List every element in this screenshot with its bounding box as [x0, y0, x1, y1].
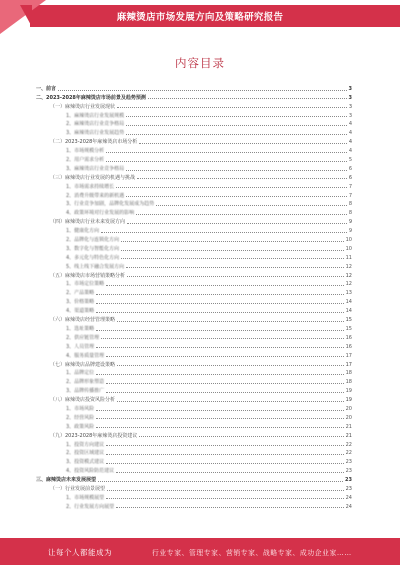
toc-entry-page: 14: [345, 308, 352, 315]
toc-entry-page: 19: [345, 397, 352, 404]
toc-entry-page: 23: [345, 485, 352, 492]
toc-dot-leader: [121, 258, 343, 259]
toc-entry-page: 7: [348, 183, 352, 190]
toc-dot-leader: [98, 481, 343, 482]
toc-entry[interactable]: [36, 145, 352, 154]
toc-entry-label: 4、渠道策略: [66, 308, 95, 315]
toc-entry-page: 23: [345, 468, 352, 475]
toc-dot-leader: [96, 303, 343, 304]
toc-entry[interactable]: [36, 350, 352, 359]
toc-entry[interactable]: [36, 163, 352, 172]
toc-entry-page: 18: [345, 379, 352, 386]
toc-entry-label: 1、市场风险: [66, 405, 95, 412]
toc-entry-page: 24: [345, 494, 352, 501]
toc-dot-leader: [106, 454, 343, 455]
toc-entry-page: 9: [348, 219, 352, 226]
toc-entry[interactable]: [36, 172, 352, 181]
toc-entry[interactable]: [36, 234, 352, 243]
toc-dot-leader: [136, 214, 347, 215]
toc-entry-page: 8: [348, 210, 352, 217]
toc-entry[interactable]: [36, 190, 352, 199]
toc-entry-page: 13: [345, 290, 352, 297]
toc-entry-page: 6: [348, 165, 352, 172]
toc-entry-page: 22: [345, 441, 352, 448]
toc-entry-label: 3、人员管理: [66, 343, 95, 350]
toc-entry-page: 21: [345, 423, 352, 430]
toc-dot-leader: [96, 427, 343, 428]
toc-entry-page: 12: [345, 263, 352, 270]
toc-entry-label: 1、选址策略: [66, 325, 95, 332]
toc-entry-page: 3: [348, 85, 352, 92]
toc-dot-leader: [117, 107, 347, 108]
footer-slogan: 让每个人都能成为: [48, 548, 112, 557]
toc-entry[interactable]: [36, 243, 352, 252]
toc-entry-page: 5: [348, 157, 352, 164]
toc-entry[interactable]: [36, 412, 352, 421]
toc-heading: 内容目录: [175, 56, 225, 70]
toc-entry-page: 4: [348, 148, 352, 155]
toc-dot-leader: [106, 161, 347, 162]
toc-entry[interactable]: [36, 110, 352, 119]
toc-entry-label: 3、麻辣烫店行业竞争格局: [66, 165, 125, 172]
toc-dot-leader: [126, 125, 347, 126]
footer-tagline: 行业专家、管理专家、营销专家、战略专家、成功企业家……: [152, 549, 352, 557]
toc-entry-label: 3、品牌传播推广: [66, 388, 105, 395]
toc-entry-label: （一）麻辣烫店行业发展现状: [50, 103, 116, 110]
toc-entry-label: 4、政策环境对行业发展的影响: [66, 210, 135, 217]
toc-entry[interactable]: [36, 323, 352, 332]
toc-entry[interactable]: [36, 181, 352, 190]
toc-entry-label: 4、多元化与特色化方向: [66, 254, 120, 261]
toc-entry-page: 4: [348, 121, 352, 128]
toc-entry-page: 19: [345, 388, 352, 395]
toc-entry-page: 16: [345, 334, 352, 341]
header-banner: [0, 0, 400, 34]
toc-entry[interactable]: [36, 439, 352, 448]
toc-dot-leader: [126, 170, 347, 171]
toc-entry[interactable]: [36, 421, 352, 430]
toc-entry[interactable]: [36, 385, 352, 394]
table-of-contents: [36, 83, 352, 510]
toc-entry-page: 8: [348, 201, 352, 208]
toc-entry-page: 20: [345, 405, 352, 412]
toc-dot-leader: [121, 250, 343, 251]
toc-entry[interactable]: [36, 501, 352, 510]
toc-dot-leader: [127, 223, 347, 224]
report-title: 麻辣烫店市场发展方向及策略研究报告: [116, 12, 284, 23]
toc-dot-leader: [121, 241, 343, 242]
toc-entry-label: 3、价格策略: [66, 299, 95, 306]
toc-entry-page: 22: [345, 450, 352, 457]
toc-dot-leader: [127, 276, 344, 277]
toc-dot-leader: [106, 285, 343, 286]
toc-entry-page: 4: [348, 130, 352, 137]
toc-dot-leader: [101, 232, 347, 233]
toc-dot-leader: [96, 418, 343, 419]
toc-dot-leader: [126, 267, 343, 268]
toc-entry[interactable]: [36, 154, 352, 163]
toc-dot-leader: [106, 356, 343, 357]
toc-entry-page: 15: [345, 325, 352, 332]
toc-entry-page: 23: [345, 477, 352, 484]
toc-entry[interactable]: [36, 287, 352, 296]
toc-dot-leader: [116, 187, 347, 188]
toc-entry-label: 1、市场定位策略: [66, 281, 105, 288]
toc-entry[interactable]: [36, 456, 352, 465]
toc-entry[interactable]: [36, 279, 352, 288]
toc-entry[interactable]: [36, 270, 352, 279]
toc-entry-label: 3、政策风险: [66, 423, 95, 430]
toc-entry-page: 18: [345, 370, 352, 377]
toc-entry[interactable]: [36, 207, 352, 216]
toc-entry-label: 2、投资区域建议: [66, 450, 105, 457]
toc-entry[interactable]: [36, 492, 352, 501]
toc-entry-label: 3、行业竞争加剧，品牌化发展成为趋势: [66, 201, 155, 208]
toc-entry-label: 2、品牌形象塑造: [66, 379, 105, 386]
toc-entry[interactable]: [36, 216, 352, 225]
toc-entry[interactable]: [36, 305, 352, 314]
toc-entry-label: 1、投资方向建议: [66, 441, 105, 448]
toc-entry-label: 4、服务质量管理: [66, 352, 105, 359]
toc-dot-leader: [101, 338, 343, 339]
toc-entry[interactable]: [36, 252, 352, 261]
toc-entry-page: 10: [345, 245, 352, 252]
toc-entry-page: 3: [348, 112, 352, 119]
toc-dot-leader: [96, 410, 343, 411]
toc-dot-leader: [96, 347, 343, 348]
toc-dot-leader: [107, 490, 344, 491]
toc-entry-label: 3、麻辣烫店行业发展趋势: [66, 130, 125, 137]
toc-entry-label: 2、品牌化与连锁化方向: [66, 237, 120, 244]
toc-entry-page: 10: [345, 237, 352, 244]
toc-entry-label: （八）麻辣烫店投资风险分析: [50, 397, 116, 404]
toc-entry-page: 20: [345, 414, 352, 421]
toc-entry-label: 三、麻辣烫店未来发展展望: [36, 477, 97, 484]
toc-entry[interactable]: [36, 92, 352, 101]
toc-entry-label: 5、线上线下融合发展方向: [66, 263, 125, 270]
toc-entry-page: 7: [348, 192, 352, 199]
toc-entry[interactable]: [36, 101, 352, 110]
toc-entry-label: 2、产品策略: [66, 290, 95, 297]
toc-dot-leader: [106, 445, 343, 446]
footer-banner: [0, 538, 400, 565]
toc-dot-leader: [137, 178, 347, 179]
toc-entry-label: （六）麻辣烫店经营管理策略: [50, 317, 116, 324]
toc-entry-label: （一）行业发展前景展望: [50, 485, 106, 492]
toc-entry-label: 2、经营风险: [66, 414, 95, 421]
toc-entry[interactable]: [36, 332, 352, 341]
toc-entry[interactable]: [36, 261, 352, 270]
toc-entry-label: 一、前言: [36, 85, 57, 92]
toc-entry-page: 11: [345, 254, 352, 261]
toc-entry-page: 24: [345, 503, 352, 510]
toc-dot-leader: [126, 116, 347, 117]
toc-entry-label: 1、市场需求持续增长: [66, 183, 115, 190]
toc-entry[interactable]: [36, 394, 352, 403]
toc-dot-leader: [58, 90, 347, 91]
toc-entry-page: 17: [345, 352, 352, 359]
toc-entry[interactable]: [36, 199, 352, 208]
toc-entry[interactable]: [36, 296, 352, 305]
toc-dot-leader: [106, 498, 343, 499]
toc-entry-page: 3: [348, 103, 352, 110]
toc-entry-page: 3: [348, 94, 352, 101]
toc-entry-label: 1、市场规模展望: [66, 494, 105, 501]
toc-dot-leader: [116, 507, 343, 508]
toc-entry-page: 6: [348, 174, 352, 181]
toc-entry-label: 2、供应链管理: [66, 334, 100, 341]
toc-entry[interactable]: [36, 119, 352, 128]
toc-entry[interactable]: [36, 376, 352, 385]
toc-entry-label: 3、投资模式建议: [66, 459, 105, 466]
toc-entry-page: 23: [345, 459, 352, 466]
toc-entry-page: 15: [345, 317, 352, 324]
toc-dot-leader: [106, 392, 343, 393]
toc-dot-leader: [117, 365, 344, 366]
toc-entry-label: （七）麻辣烫店品牌建设策略: [50, 361, 116, 368]
toc-dot-leader: [116, 472, 343, 473]
toc-entry[interactable]: [36, 225, 352, 234]
toc-entry-label: 2、行业发展方向展望: [66, 503, 115, 510]
toc-entry-page: 12: [345, 281, 352, 288]
toc-entry-label: 2、用户需求分析: [66, 157, 105, 164]
toc-entry[interactable]: [36, 314, 352, 323]
toc-entry-page: 12: [345, 272, 352, 279]
toc-entry[interactable]: [36, 341, 352, 350]
toc-dot-leader: [126, 134, 347, 135]
toc-dot-leader: [148, 98, 347, 99]
toc-entry-page: 17: [345, 361, 352, 368]
toc-entry[interactable]: [36, 127, 352, 136]
toc-dot-leader: [117, 401, 344, 402]
toc-entry-label: 4、投资风险防范建议: [66, 468, 115, 475]
toc-entry[interactable]: [36, 430, 352, 439]
toc-dot-leader: [139, 436, 343, 437]
toc-entry-page: 14: [345, 299, 352, 306]
toc-entry-page: 9: [348, 228, 352, 235]
toc-entry[interactable]: [36, 368, 352, 377]
toc-entry-page: 16: [345, 343, 352, 350]
toc-entry-label: 1、市场规模分析: [66, 148, 105, 155]
toc-dot-leader: [96, 330, 343, 331]
toc-entry-label: （九）2023-2028年麻辣烫店投资建议: [50, 432, 138, 439]
toc-dot-leader: [126, 196, 347, 197]
toc-entry-label: （四）麻辣烫店行业未来发展方向: [50, 219, 126, 226]
toc-dot-leader: [139, 143, 347, 144]
toc-entry-page: 4: [348, 139, 352, 146]
toc-entry-page: 21: [345, 432, 352, 439]
toc-dot-leader: [96, 312, 343, 313]
toc-entry-label: 3、数字化与智能化方向: [66, 245, 120, 252]
toc-dot-leader: [106, 152, 347, 153]
toc-dot-leader: [106, 463, 343, 464]
toc-entry-label: 1、健康化方向: [66, 228, 100, 235]
toc-entry-label: （五）麻辣烫店市场营销策略分析: [50, 272, 126, 279]
toc-dot-leader: [117, 321, 344, 322]
toc-entry[interactable]: [36, 403, 352, 412]
toc-entry[interactable]: [36, 359, 352, 368]
toc-dot-leader: [156, 205, 347, 206]
toc-entry-label: 1、品牌定位: [66, 370, 95, 377]
toc-entry[interactable]: [36, 474, 352, 483]
toc-entry-label: 1、麻辣烫店行业发展规模: [66, 112, 125, 119]
toc-dot-leader: [106, 383, 343, 384]
toc-dot-leader: [96, 294, 343, 295]
toc-entry[interactable]: [36, 483, 352, 492]
toc-entry[interactable]: [36, 136, 352, 145]
toc-entry[interactable]: [36, 465, 352, 474]
toc-entry-label: 2、麻辣烫店行业竞争格局: [66, 121, 125, 128]
toc-entry-label: （二）2023-2028年麻辣烫店市场分析: [50, 139, 138, 146]
toc-entry-label: （三）麻辣烫店行业发展的机遇与挑战: [50, 174, 136, 181]
toc-entry-label: 2、消费升级带来的新机遇: [66, 192, 125, 199]
toc-entry-label: 二、2023-2028年麻辣烫店市场前景及趋势预测: [36, 94, 146, 101]
toc-entry[interactable]: [36, 448, 352, 457]
toc-entry[interactable]: [36, 83, 352, 92]
toc-dot-leader: [96, 374, 343, 375]
